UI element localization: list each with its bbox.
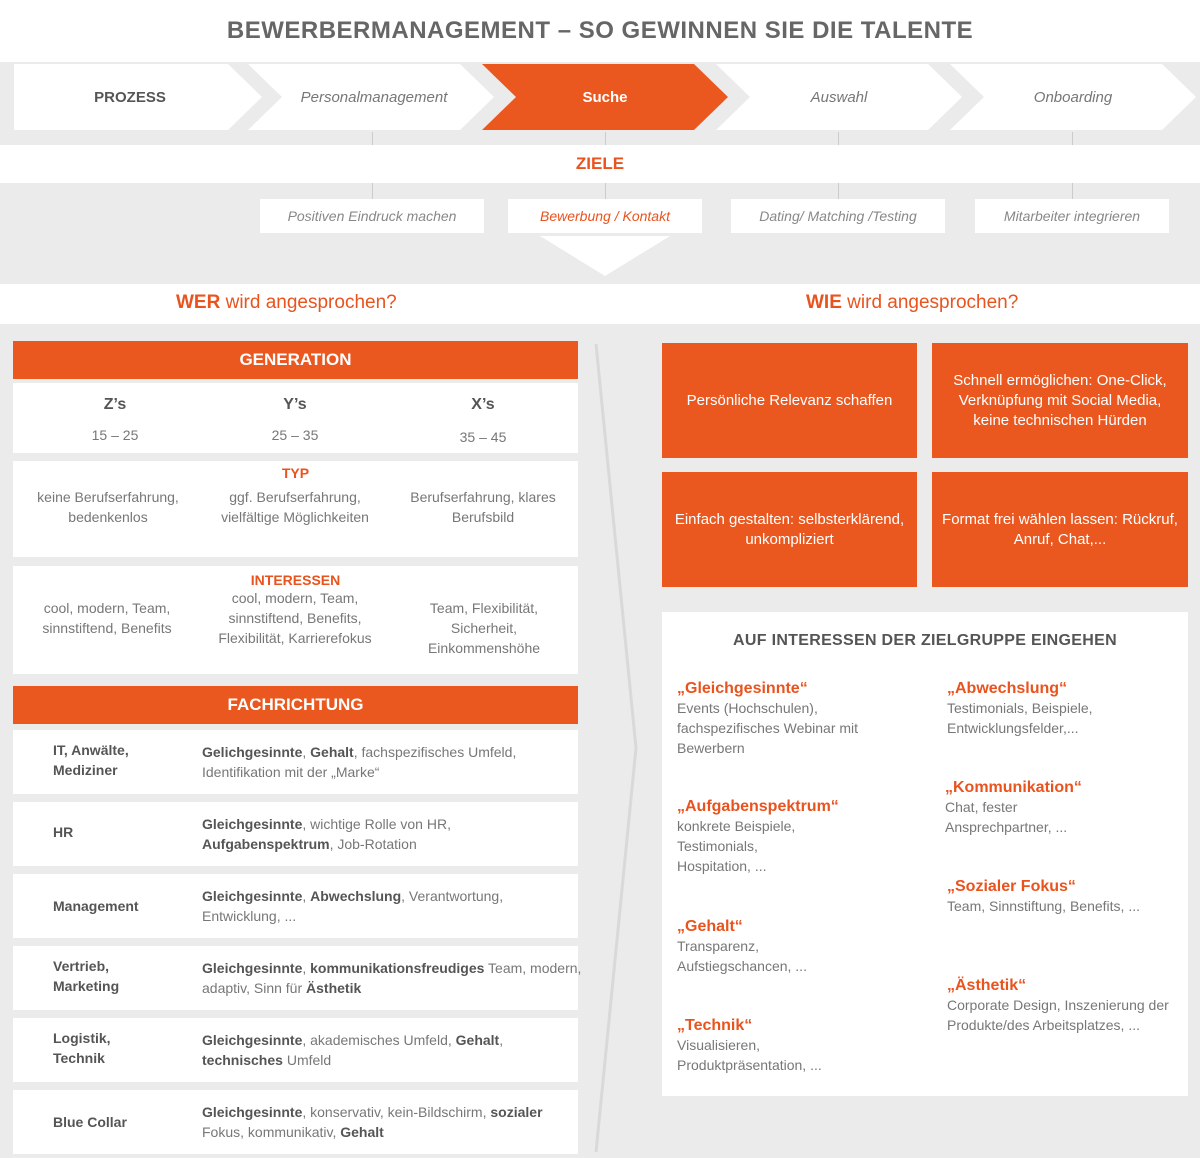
interessen-y: cool, modern, Team, sinnstiftend, Benefits, Flexibilität, Karrierefokus [218,590,372,646]
question-wer [176,292,397,314]
interest-key: „Ästhetik“ [947,977,1027,994]
text-part: , [499,1032,504,1048]
text-part: , konservativ, kein-Bildschirm, [302,1104,491,1120]
ziele-label: ZIELE [0,145,1200,183]
text-part: Gelichgesinnte [202,744,303,760]
text-part: kommunikationsfreudiges [310,960,485,976]
interessen-z: cool, modern, Team, sinnstiftend, Benefits [42,600,172,636]
process-step-personalmanagement: Personalmanagement [300,88,448,106]
text-part: Gehalt [310,744,354,760]
text-part: , wichtige Rolle von HR, [302,816,451,832]
generation-header: GENERATION [13,341,578,379]
interest-text: konkrete Beispiele, Testimonials, Hospitation, ... [677,818,796,874]
interest-text: Events (Hochschulen), fachspezifisches Webinar mit Bewerbern [677,700,859,756]
gen-z-range: 15 – 25 [91,427,139,443]
connector-line [372,132,373,145]
fach-row-label: Vertrieb, Marketing [53,958,120,994]
fach-row-label: IT, Anwälte, Mediziner [53,742,129,778]
gen-x-range: 35 – 45 [459,429,507,445]
interest-item [947,878,1177,916]
text-part: , [302,960,311,976]
fach-row-label: Management [53,898,139,914]
fach-row-text [202,814,582,854]
wie-tile-schnell: Schnell ermöglichen: One-Click, Verknüpfung mit Social Media, keine technischen Hürden [932,343,1188,458]
text-part: Gleichgesinnte [202,1104,303,1120]
fach-row-label: Logistik, Technik [53,1030,111,1066]
process-step-suche: Suche [582,88,628,106]
connector-line [372,183,373,199]
interest-text: Corporate Design, Inszenierung der Produkte/des Arbeitsplatzes, ... [947,997,1169,1033]
text-part: Gleichgesinnte [202,888,303,904]
fach-row-text [202,886,582,926]
goal-mitarbeiter-integrieren: Mitarbeiter integrieren [975,199,1169,233]
typ-y: ggf. Berufserfahrung, vielfältige Möglichkeiten [221,489,369,525]
connector-line [1072,132,1073,145]
text-part: , Job-Rotation [329,836,417,852]
interest-item [677,1017,897,1075]
interessen-panel-title: AUF INTERESSEN DER ZIELGRUPPE EINGEHEN [733,632,1117,649]
process-step-prozess: PROZESS [94,88,166,106]
typ-x: Berufserfahrung, klares Berufsbild [410,489,556,525]
text-part: Aufgabenspektrum [202,836,330,852]
interessen-label: INTERESSEN [250,572,341,588]
generation-interessen-box [13,566,578,674]
fach-row-text [202,958,582,998]
interest-item [677,680,897,758]
interest-text: Visualisieren, Produktpräsentation, ... [677,1037,822,1073]
connector-line [605,183,606,199]
text-part: , akademisches Umfeld, [302,1032,456,1048]
process-step-auswahl: Auswahl [810,88,868,106]
text-part: technisches [202,1052,283,1068]
connector-line [838,183,839,199]
text-part: Gehalt [455,1032,500,1048]
fach-row-text [202,1030,582,1070]
fach-row-management [13,874,578,938]
chevron-divider-icon [590,342,650,1154]
text-part: , [302,888,311,904]
fach-row-hr [13,802,578,866]
question-wie-rest: wird angesprochen? [841,292,1019,313]
text-part: Gleichgesinnte [202,816,303,832]
text-part: sozialer [490,1104,543,1120]
process-step-onboarding: Onboarding [1033,88,1113,106]
fach-row-blue-collar [13,1090,578,1154]
fachrichtung-header: FACHRICHTUNG [13,686,578,724]
interest-item [677,798,897,876]
down-arrow-icon [540,236,670,278]
connector-line [605,132,606,145]
fach-row-logistik [13,1018,578,1082]
interest-key: „Aufgabenspektrum“ [677,798,839,815]
interest-item [945,779,1175,837]
text-part: Abwechslung [310,888,402,904]
wie-tile-format: Format frei wählen lassen: Rückruf, Anruf, Chat,... [932,472,1188,587]
question-wie-bold: WIE [806,292,842,313]
generation-typ-box [13,461,578,557]
interest-item [947,977,1182,1035]
interest-text: Team, Sinnstiftung, Benefits, ... [947,898,1140,914]
interest-item [947,680,1177,738]
fach-row-it [13,730,578,794]
gen-z-name: Z’s [103,396,127,413]
text-part: , [302,744,311,760]
goal-dating-matching: Dating/ Matching /Testing [731,199,945,233]
text-part: Fokus, kommunikativ, [202,1124,341,1140]
text-part: Umfeld [282,1052,332,1068]
process-bar [0,62,1200,142]
connector-line [1072,183,1073,199]
text-part: , fachspezifisches Umfeld, Identifikation mit der „Marke“ [202,744,517,780]
gen-x-name: X’s [471,396,495,413]
interessen-panel [662,612,1188,1096]
interest-key: „Technik“ [677,1017,753,1034]
interest-text: Transparenz, Aufstiegschancen, ... [677,938,807,974]
typ-label: TYP [281,465,310,481]
question-wie [806,292,1018,314]
fach-row-vertrieb [13,946,582,1010]
text-part: Ästhetik [306,980,362,996]
fach-row-label: Blue Collar [53,1114,127,1130]
text-part: Team, modern, adaptiv, Sinn für [202,960,582,996]
interest-key: „Gleichgesinnte“ [677,680,808,697]
wie-tile-einfach: Einfach gestalten: selbsterklärend, unkompliziert [662,472,917,587]
text-part: Gleichgesinnte [202,960,303,976]
wie-tile-relevanz: Persönliche Relevanz schaffen [662,343,917,458]
interest-key: „Kommunikation“ [945,779,1082,796]
text-part: Gehalt [340,1124,384,1140]
interest-key: „Sozialer Fokus“ [947,878,1076,895]
text-part: Gleichgesinnte [202,1032,303,1048]
question-wer-bold: WER [176,292,221,313]
typ-z: keine Berufserfahrung, bedenkenlos [37,489,179,525]
interest-key: „Gehalt“ [677,918,743,935]
interest-key: „Abwechslung“ [947,680,1068,697]
connector-line [838,132,839,145]
fach-row-text [202,742,582,782]
page-title: BEWERBERMANAGEMENT – SO GEWINNEN SIE DIE TALENTE [0,0,1200,62]
text-part: , Verantwortung, Entwicklung, ... [202,888,504,924]
gen-y-name: Y’s [283,396,307,413]
question-wer-rest: wird angesprochen? [220,292,397,313]
generation-ages-box [13,383,578,453]
interessen-x: Team, Flexibilität, Sicherheit, Einkommenshöhe [427,600,541,656]
fach-row-text [202,1102,582,1142]
fach-row-label: HR [53,824,74,840]
gen-y-range: 25 – 35 [271,427,319,443]
interest-text: Chat, fester Ansprechpartner, ... [945,799,1068,835]
goal-bewerbung-kontakt: Bewerbung / Kontakt [508,199,702,233]
goal-positiven-eindruck: Positiven Eindruck machen [260,199,484,233]
interest-item [677,918,897,976]
interest-text: Testimonials, Beispiele, Entwicklungsfelder,... [947,700,1093,736]
